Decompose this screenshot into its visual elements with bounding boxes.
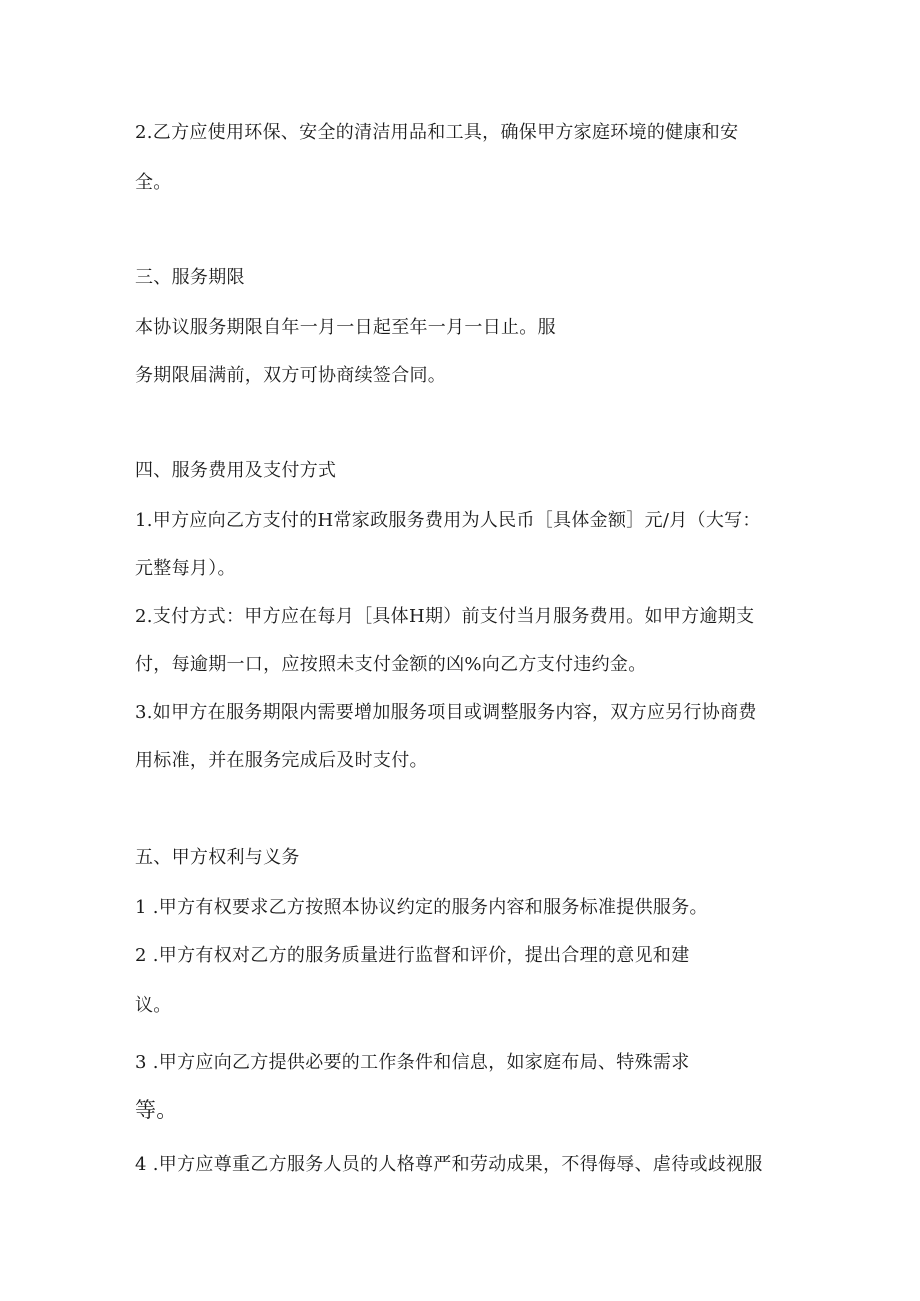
section-heading-party-a-rights: 五、甲方权利与义务 [135,847,300,868]
rights-clause-3-line-2: 等。 [135,1098,178,1122]
fees-clause-2-line-2: 付，每逾期一口，应按照未支付金额的凶%向乙方支付违约金。 [135,654,647,675]
fees-clause-1-line-2: 元整每月）。 [135,558,236,579]
service-period-line-1: 本协议服务期限自年一月一日起至年一月一日止。服 [135,317,556,338]
fees-clause-3-line-2: 用标准，并在服务完成后及时支付。 [135,750,428,771]
rights-clause-2-line-2: 议。 [135,995,172,1016]
service-period-line-2: 务期限届满前，双方可协商续签合同。 [135,365,447,386]
fees-clause-3-line-1: 3.如甲方在服务期限内需要增加服务项目或调整服务内容，双方应另行协商费 [135,702,757,723]
rights-clause-3-line-1: 3 .甲方应向乙方提供必要的工作条件和信息，如家庭布局、特殊需求 [135,1052,690,1073]
section-heading-fees-payment: 四、服务费用及支付方式 [135,460,337,481]
fees-clause-2-line-1: 2.支付方式：甲方应在每月［具体H期）前支付当月服务费用。如甲方逾期支 [135,606,755,627]
rights-clause-2-line-1: 2 .甲方有权对乙方的服务质量进行监督和评价，提出合理的意见和建 [135,945,690,966]
clause-2-line-2: 全。 [135,172,172,193]
fees-clause-1-line-1: 1.甲方应向乙方支付的H常家政服务费用为人民币［具体金额］元/月（大写： [135,510,761,531]
clause-2-line-1: 2.乙方应使用环保、安全的清洁用品和工具，确保甲方家庭环境的健康和安 [135,122,739,143]
rights-clause-4-line-1: 4 .甲方应尊重乙方服务人员的人格尊严和劳动成果，不得侮辱、虐待或歧视服 [135,1154,763,1175]
rights-clause-1: 1 .甲方有权要求乙方按照本协议约定的服务内容和服务标准提供服务。 [135,897,708,918]
section-heading-service-period: 三、服务期限 [135,267,245,288]
